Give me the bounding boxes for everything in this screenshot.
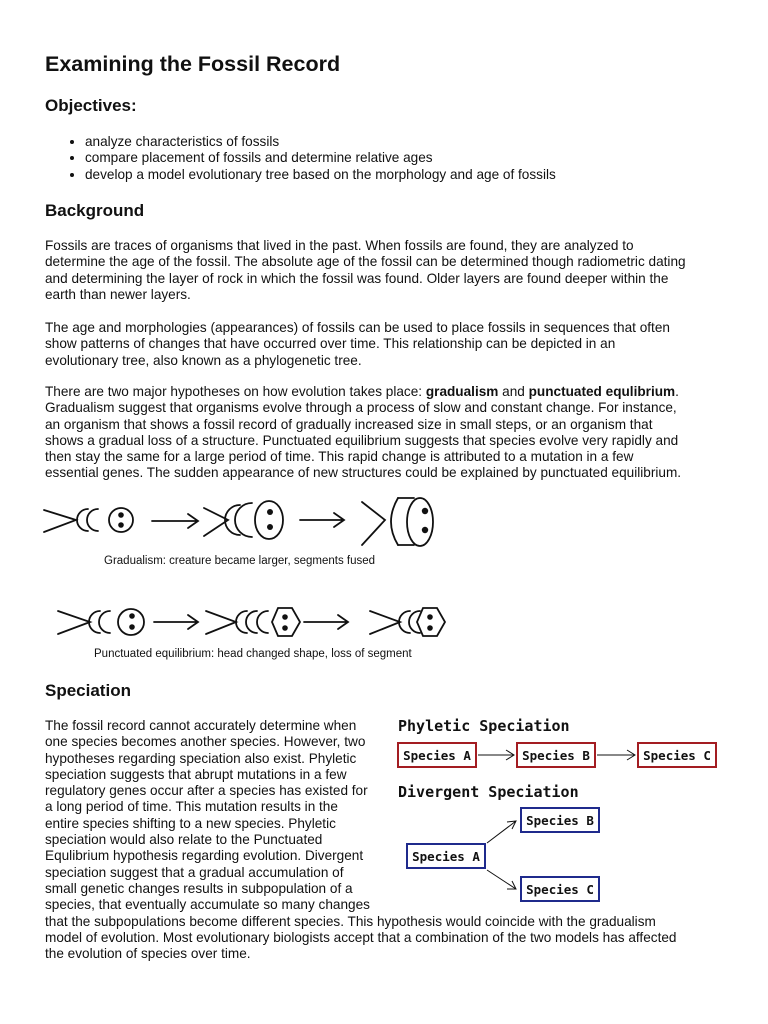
- phyletic-species-a: Species A: [403, 748, 471, 763]
- list-item: • compare placement of fossils and determine relative ages: [85, 150, 556, 166]
- phyletic-species-b: Species B: [522, 748, 590, 763]
- objectives-heading: Objectives:: [45, 96, 137, 115]
- text-line: evolutionary tree, also known as a phylogenetic tree.: [45, 352, 362, 368]
- text-line: show patterns of changes that have occurred over time. This relationship can be depicted in an: [45, 336, 616, 352]
- arrow-icon: [597, 750, 635, 760]
- text-line: small genetic changes results in subpopulation of a: [45, 880, 353, 896]
- gradualism-caption: Gradualism: creature became larger, segments fused: [104, 555, 376, 567]
- text-line: the evolution of species over time.: [45, 946, 251, 962]
- text-line: Equlibrium hypothesis regarding evolution. Divergent: [45, 848, 364, 864]
- arrow-icon: [487, 870, 516, 889]
- punctuated-term: punctuated equlibrium: [528, 384, 676, 399]
- phyletic-title: Phyletic Speciation: [398, 717, 570, 735]
- list-item: • analyze characteristics of fossils: [85, 134, 556, 150]
- divergent-species-a: Species A: [412, 849, 480, 864]
- list-item: • develop a model evolutionary tree based on the morphology and age of fossils: [85, 167, 556, 183]
- text-line: that the subpopulations become different species. This hypothesis would coincide with the gradualism: [45, 913, 656, 929]
- text-line: essential genes. The sudden appearance of new structures could be explained by punctuated equilibrium.: [45, 465, 682, 481]
- divergent-species-b: Species B: [526, 813, 594, 828]
- text-line: There are two major hypotheses on how evolution takes place: gradualism and punctuated equlibrium.: [45, 384, 679, 399]
- phyletic-species-c: Species C: [643, 748, 711, 763]
- page-title: Examining the Fossil Record: [45, 52, 341, 76]
- text-line: and determining the layer of rock in which the fossil was found. Older layers are found deeper within the: [45, 270, 669, 286]
- text-line: regulatory genes occur after a species has existed for: [45, 783, 368, 799]
- punctuated-caption: Punctuated equilibrium: head changed shape, loss of segment: [94, 648, 412, 660]
- text-line: Fossils are traces of organisms that lived in the past. When fossils are found, they are analyzed to: [45, 238, 634, 253]
- text-line: The age and morphologies (appearances) of fossils can be used to place fossils in sequences that often: [45, 320, 670, 335]
- divergent-title: Divergent Speciation: [398, 783, 579, 801]
- text-line: speciation suggest that a gradual accumulation of: [45, 864, 344, 880]
- arrow-icon: [478, 750, 514, 760]
- text-line: then stay the same for a large period of time. This rapid change is attributed to a mutation in a few: [45, 449, 634, 465]
- text-line: one species becomes another species. However, two: [45, 734, 366, 750]
- divergent-species-c: Species C: [526, 882, 594, 897]
- gradualism-term: gradualism: [425, 384, 499, 399]
- text-line: hypotheses regarding speciation also exist. Phyletic: [45, 750, 357, 766]
- text-line: shows a gradual loss of a structure. Punctuated equilibrium suggests that species evolve very rapidly and: [45, 432, 679, 448]
- arrow-icon: [487, 821, 516, 843]
- text-line: model of evolution. Most evolutionary biologists accept that a combination of the two models has affected: [45, 929, 677, 945]
- background-heading: Background: [45, 201, 145, 220]
- text-line: The fossil record cannot accurately determine when: [45, 718, 357, 733]
- text-line: earth than newer layers.: [45, 286, 191, 302]
- text-line: determine the age of the fossil. The absolute age of the fossil can be determined though radiometric dating: [45, 254, 686, 270]
- text-line: species, that eventually accumulate so many changes: [45, 897, 370, 913]
- text-line: Gradualism suggest that organisms evolve through a process of slow and constant change. For instance,: [45, 400, 677, 416]
- text-line: speciation suggests that abrupt mutations in a few: [45, 766, 347, 782]
- text-line: a long period of time. This mutation results in the: [45, 799, 338, 815]
- text-line: entire species shifting to a new species. Phyletic: [45, 815, 336, 831]
- text-line: an organism that shows a fossil record of gradually increased size in small steps, or an organism that: [45, 416, 653, 432]
- speciation-heading: Speciation: [45, 681, 131, 700]
- text-line: speciation would also relate to the Punctuated: [45, 832, 323, 848]
